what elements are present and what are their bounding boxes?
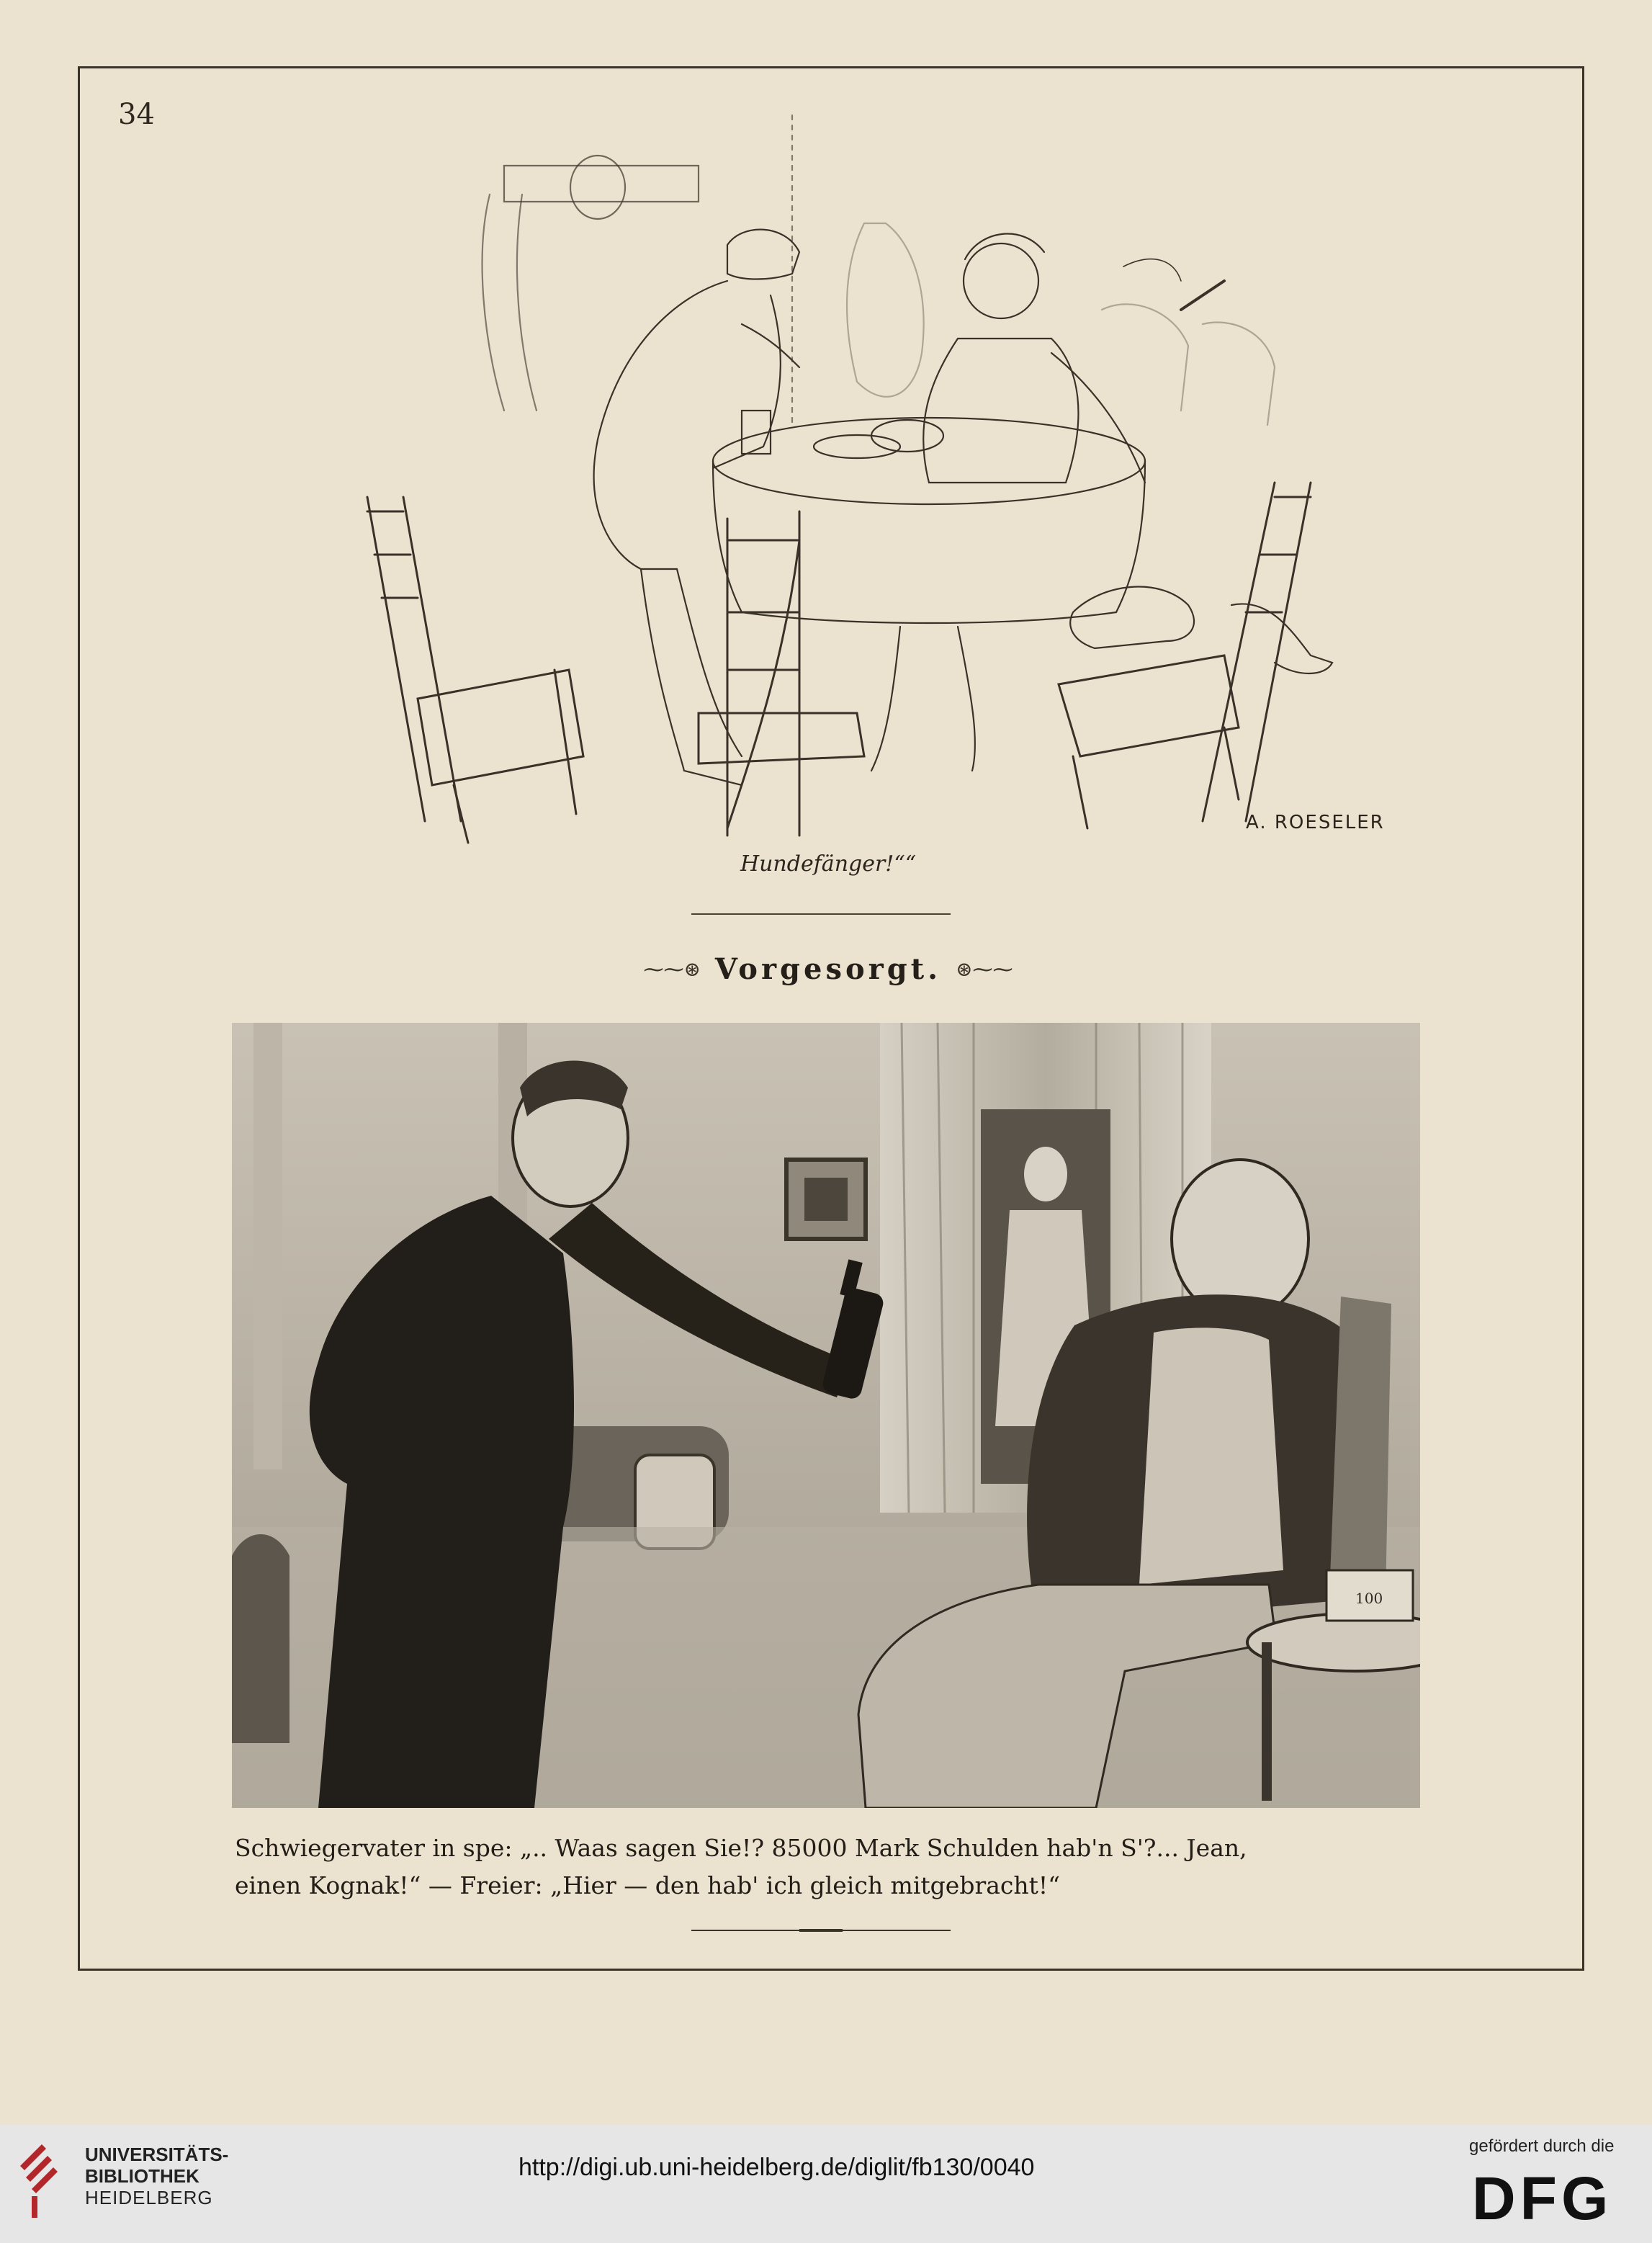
section-title-text: Vorgesorgt. (714, 952, 942, 986)
top-cartoon-illustration (338, 108, 1447, 857)
dfg-logo: DFG (1472, 2164, 1613, 2232)
viewer-footer (0, 2125, 1652, 2243)
cigar-box-label: 100 (1355, 1590, 1383, 1607)
right-ornament-icon: ⊛⁓⁓ (956, 957, 1013, 981)
caption-line-2: einen Kognak!“ — Freier: „Hier — den hab' ich gleich mitgebracht!“ (235, 1871, 1061, 1899)
bottom-divider-rule (691, 1929, 951, 1932)
artist-signature: A. ROESELER (1246, 812, 1385, 833)
bottom-cartoon-caption (235, 1830, 1468, 1904)
university-library-logo-icon (17, 2141, 63, 2221)
left-ornament-icon: ⁓⁓⊛ (643, 957, 701, 981)
caption-line-1: Schwiegervater in spe: „.. Waas sagen Sie!? 85000 Mark Schulden hab'n S'?... Jean, (235, 1834, 1247, 1862)
top-cartoon-caption: Hundefänger!““ (740, 851, 917, 877)
permalink-url[interactable]: http://digi.ub.uni-heidelberg.de/diglit/fb130/0040 (519, 2154, 1035, 2181)
page-number: 34 (118, 98, 155, 131)
institution-line-3: HEIDELBERG (85, 2187, 213, 2208)
section-title (576, 944, 1080, 994)
institution-line-2: BIBLIOTHEK (85, 2165, 199, 2187)
institution-line-1: UNIVERSITÄTS- (85, 2144, 229, 2165)
institution-name (85, 2144, 228, 2208)
bottom-cartoon-illustration (232, 1023, 1420, 1808)
divider-rule (691, 913, 951, 915)
funded-by-label: gefördert durch die (1469, 2136, 1615, 2156)
